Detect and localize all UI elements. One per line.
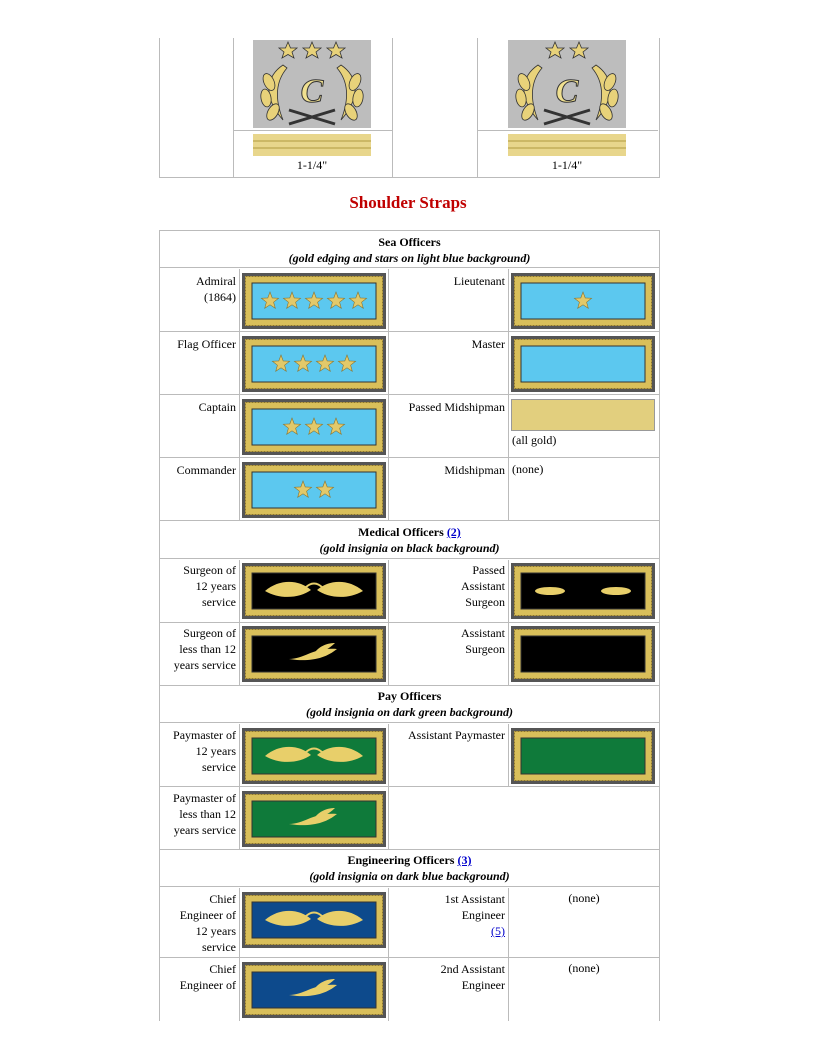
strap-admiral <box>242 273 386 329</box>
table-row <box>160 269 659 332</box>
rank-label: Passed Assistant Surgeon <box>460 563 505 609</box>
strap-captain <box>242 399 386 455</box>
rank-label: Commander <box>176 463 236 477</box>
divider <box>233 38 234 177</box>
rank-label: Midshipman <box>444 463 505 477</box>
table-row <box>160 458 659 521</box>
table-row <box>160 623 659 686</box>
divider <box>234 130 392 131</box>
table-row <box>160 395 659 458</box>
rank-label: Captain <box>198 400 236 414</box>
strap-note: (none) <box>568 891 600 905</box>
strap-surgeon-12-years <box>242 563 386 619</box>
strap-passed-midshipman <box>511 399 655 431</box>
section-subtitle: (gold insignia on dark green background) <box>305 705 514 719</box>
strap-chief-engineer <box>242 962 386 1018</box>
strap-paymaster-12-years <box>242 728 386 784</box>
page-title: Shoulder Straps <box>349 193 467 212</box>
rank-label: Passed Midshipman <box>408 400 505 414</box>
strap-note: (none) <box>568 961 600 975</box>
rank-label: Surgeon of less than 12 years service <box>173 626 236 672</box>
strap-note: (all gold) <box>512 433 557 447</box>
stripe-measure: 1-1/4" <box>296 158 328 172</box>
strap-assistant-surgeon <box>511 626 655 682</box>
rank-label: Admiral (1864) <box>196 274 236 304</box>
section-header-pay <box>160 686 659 723</box>
section-title: Pay Officers <box>377 689 442 703</box>
table-row <box>160 888 659 958</box>
strap-surgeon-less-12-years <box>242 626 386 682</box>
emblem-letter: C <box>555 73 579 110</box>
section-subtitle: (gold insignia on dark blue background) <box>309 869 510 883</box>
table-row <box>160 560 659 623</box>
strap-commander <box>242 462 386 518</box>
sleeve-emblem-three-stars <box>253 40 371 128</box>
rank-label: Chief Engineer of <box>179 962 236 992</box>
section-subtitle: (gold insignia on black background) <box>319 541 500 555</box>
footnote-link[interactable]: (3) <box>457 853 472 867</box>
rank-label: Lieutenant <box>453 274 505 288</box>
section-title: Medical Officers <box>358 525 444 539</box>
strap-lieutenant <box>511 273 655 329</box>
section-header-medical <box>160 521 659 559</box>
rank-label: 1st Assistant Engineer (5) <box>444 892 505 938</box>
emblem-letter: C <box>300 73 324 110</box>
rank-label: Surgeon of 12 years service <box>183 563 236 609</box>
rank-label: Master <box>471 337 505 351</box>
sleeve-emblem-two-stars <box>508 40 626 128</box>
shoulder-straps-table <box>159 230 660 1021</box>
table-row <box>160 958 659 1021</box>
section-title: Sea Officers <box>378 235 441 249</box>
strap-paymaster-less-12-years <box>242 791 386 847</box>
strap-chief-engineer-12-years <box>242 892 386 948</box>
rank-label: Paymaster of 12 years service <box>173 728 236 774</box>
rank-label: Flag Officer <box>177 337 236 351</box>
rank-label: Paymaster of less than 12 years service <box>173 791 236 837</box>
rank-label: Assistant Paymaster <box>408 728 505 742</box>
footnote-link[interactable]: (2) <box>446 525 461 539</box>
rank-label: 2nd Assistant Engineer <box>440 962 505 992</box>
footnote-link[interactable]: (5) <box>491 924 505 938</box>
section-subtitle: (gold edging and stars on light blue background) <box>288 251 531 265</box>
divider <box>392 38 393 177</box>
table-row <box>160 787 659 850</box>
strap-note: (none) <box>512 462 544 476</box>
strap-master <box>511 336 655 392</box>
strap-flag-officer <box>242 336 386 392</box>
table-row <box>160 724 659 787</box>
sleeve-stripe <box>508 134 626 156</box>
strap-assistant-paymaster <box>511 728 655 784</box>
stripe-measure: 1-1/4" <box>551 158 583 172</box>
section-header-sea <box>160 231 659 268</box>
sleeve-insignia-table <box>159 38 660 178</box>
table-row <box>160 332 659 395</box>
section-header-engineering <box>160 850 659 887</box>
sleeve-stripe <box>253 134 371 156</box>
strap-passed-assistant-surgeon <box>511 563 655 619</box>
rank-label: Chief Engineer of 12 years service <box>179 892 236 954</box>
section-title: Engineering Officers <box>347 853 455 867</box>
divider <box>477 38 478 177</box>
rank-label: Assistant Surgeon <box>460 626 505 656</box>
divider <box>478 130 658 131</box>
